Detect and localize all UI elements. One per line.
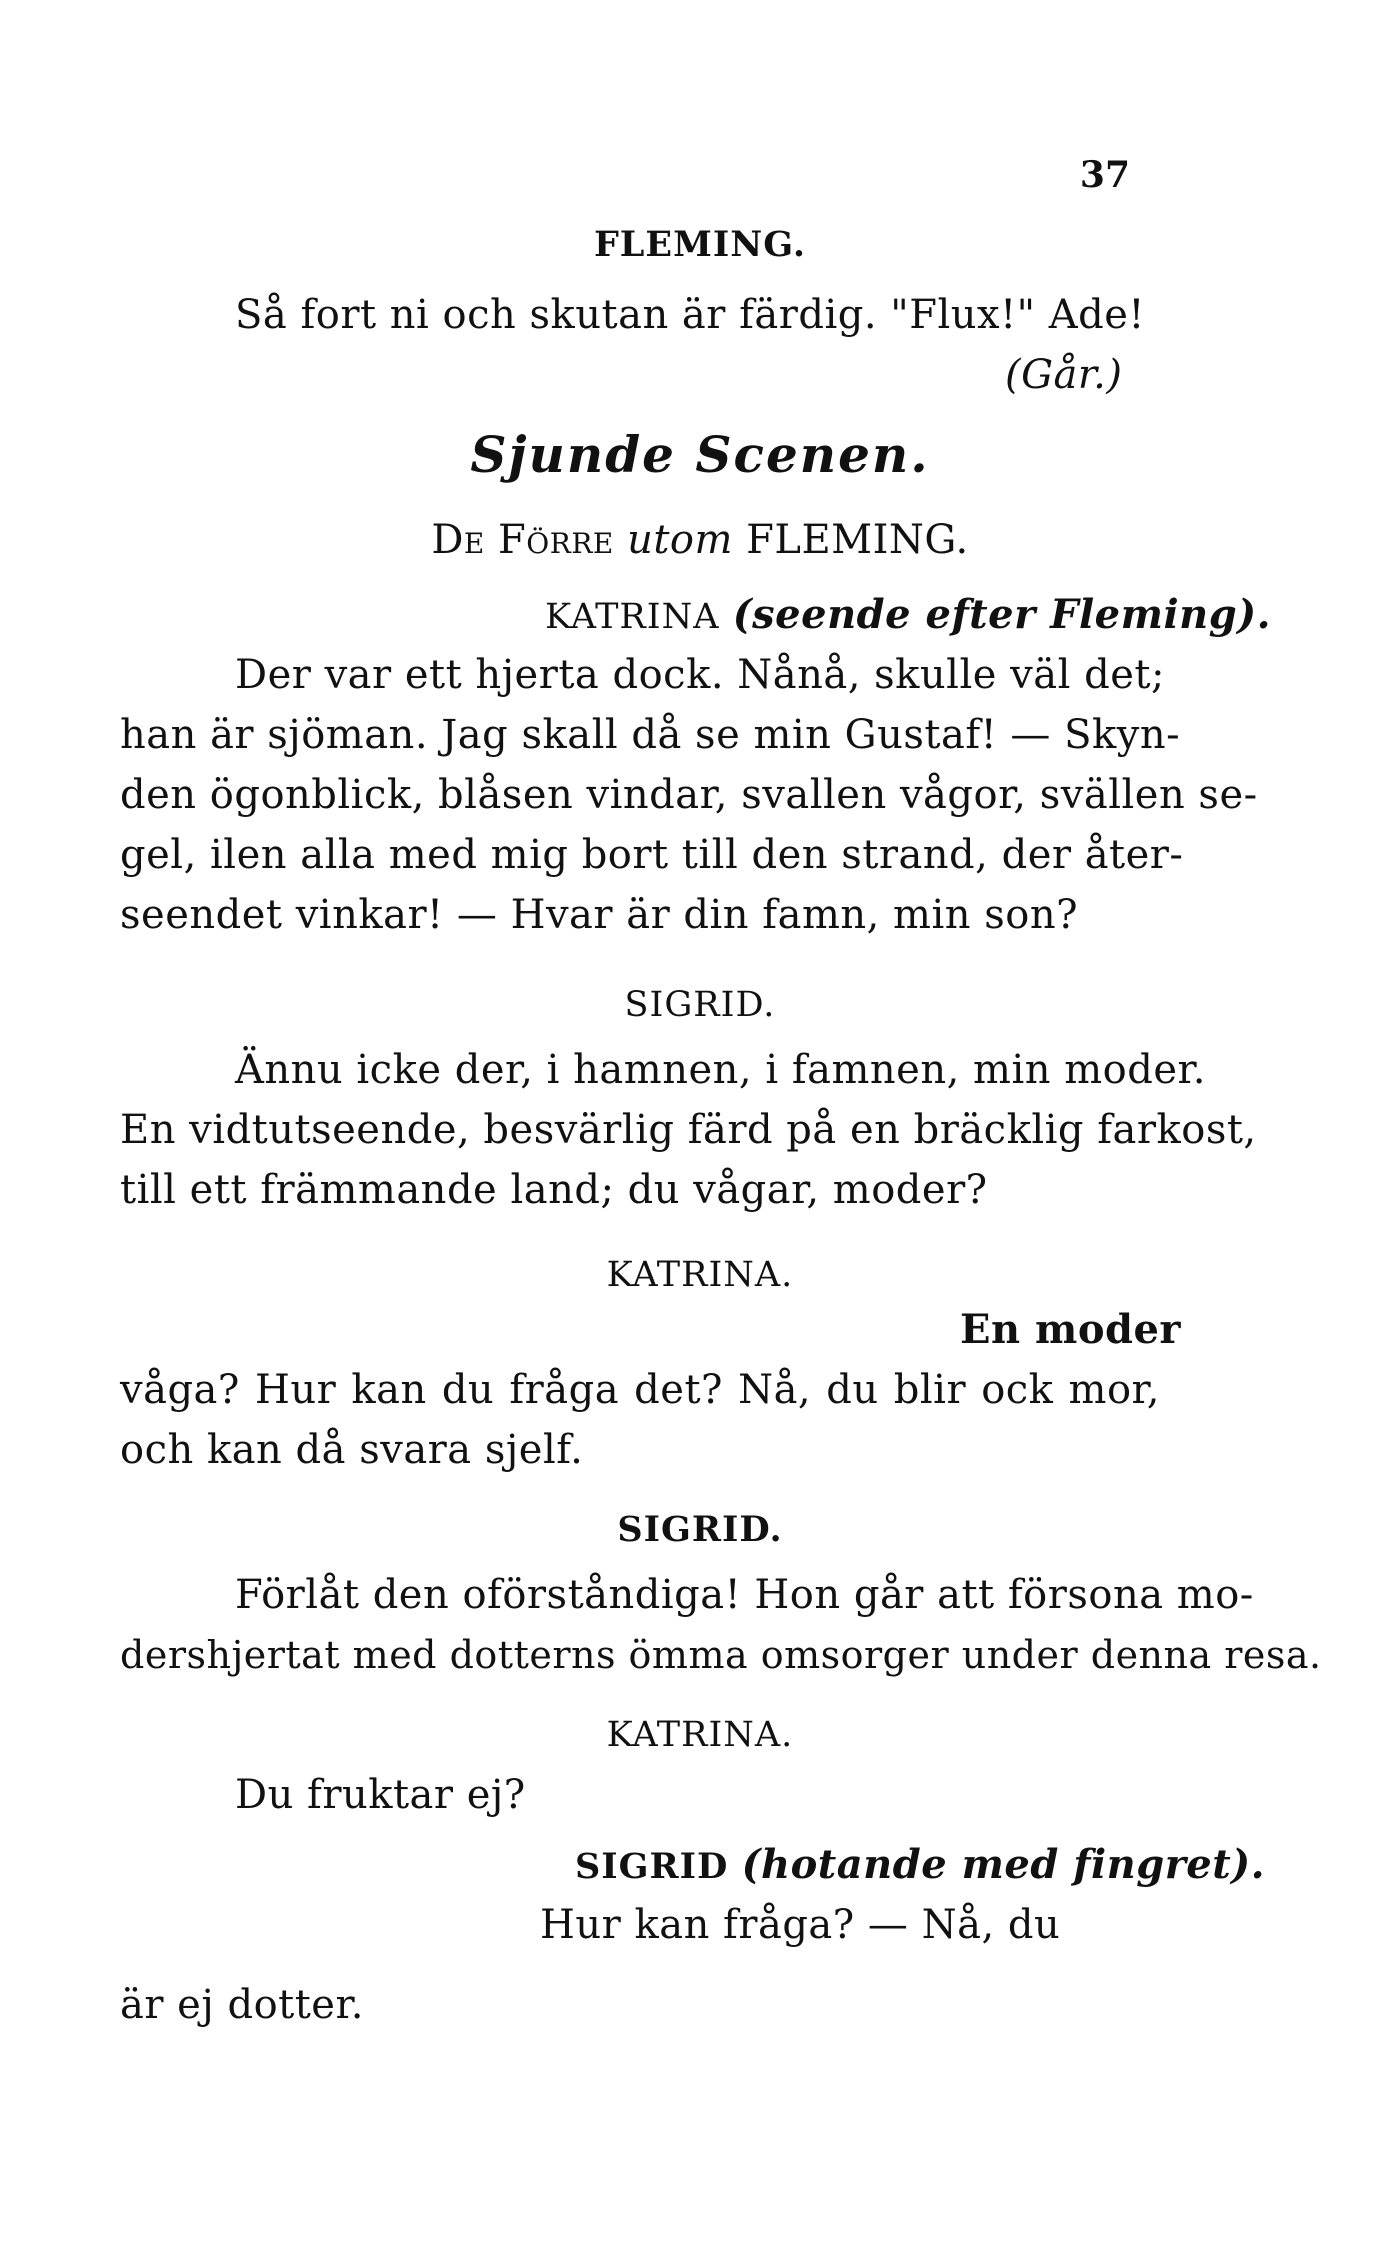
cast-name: FLEMING. — [746, 517, 969, 563]
cast-utom: utom — [627, 517, 733, 563]
dialogue-fleming: Så fort ni och skutan är färdig. "Flux!" Ade! — [235, 292, 1145, 338]
katrina-line-2: han är sjöman. Jag skall då se min Gustaf! — Skyn- — [120, 712, 1181, 758]
sigrid-line-2: En vidtutseende, besvärlig färd på en bräcklig farkost, — [120, 1107, 1257, 1153]
sigrid3-line-1: Hur kan fråga? — Nå, du — [540, 1902, 1061, 1948]
cast-de: De — [431, 517, 485, 563]
katrina2-line-2: våga? Hur kan du fråga det? Nå, du blir ock mor, — [120, 1367, 1160, 1413]
speaker-sigrid-direction — [575, 1835, 1265, 1897]
scene-heading: Sjunde Scenen. — [470, 425, 930, 484]
speaker-sigrid-2: SIGRID. — [617, 1509, 783, 1550]
katrina2-line-3: och kan då svara sjelf. — [120, 1427, 584, 1473]
speaker-katrina-2: KATRINA. — [606, 1255, 794, 1295]
sigrid2-line-1: Förlåt den oförståndiga! Hon går att försona mo- — [235, 1572, 1254, 1618]
speaker-fleming: FLEMING. — [593, 224, 807, 265]
katrina-line-4: gel, ilen alla med mig bort till den strand, der åter- — [120, 832, 1184, 878]
sigrid2-line-2: dershjertat med dotterns ömma omsorger under denna resa. — [120, 1633, 1322, 1677]
speaker-sigrid-1: SIGRID. — [624, 985, 776, 1025]
katrina3-line-1: Du fruktar ej? — [235, 1772, 526, 1818]
katrina-line-1: Der var ett hjerta dock. Nånå, skulle väl det; — [235, 652, 1165, 698]
sigrid-line-3: till ett främmande land; du vågar, moder? — [120, 1167, 988, 1213]
direction-katrina: (seende efter Fleming). — [732, 591, 1272, 638]
stage-direction-gar: (Går.) — [1005, 352, 1123, 398]
cast-forre: Förre — [498, 517, 614, 563]
katrina-line-3: den ögonblick, blåsen vindar, svallen vågor, svällen se- — [120, 772, 1258, 818]
scene-cast — [0, 510, 1400, 570]
sigrid3-line-2: är ej dotter. — [120, 1982, 364, 2028]
page-number: 37 — [1079, 154, 1130, 196]
speaker-katrina-3: KATRINA. — [606, 1715, 794, 1755]
direction-sigrid: (hotande med fingret). — [741, 1841, 1266, 1888]
sigrid-line-1: Ännu icke der, i hamnen, i famnen, min moder. — [235, 1047, 1206, 1093]
katrina2-line-1: En moder — [960, 1306, 1181, 1353]
katrina-line-5: seendet vinkar! — Hvar är din famn, min son? — [120, 892, 1079, 938]
speaker-katrina-direction — [545, 585, 1271, 647]
speaker-sigrid-3: SIGRID — [575, 1846, 729, 1887]
speaker-katrina: KATRINA — [545, 597, 720, 637]
